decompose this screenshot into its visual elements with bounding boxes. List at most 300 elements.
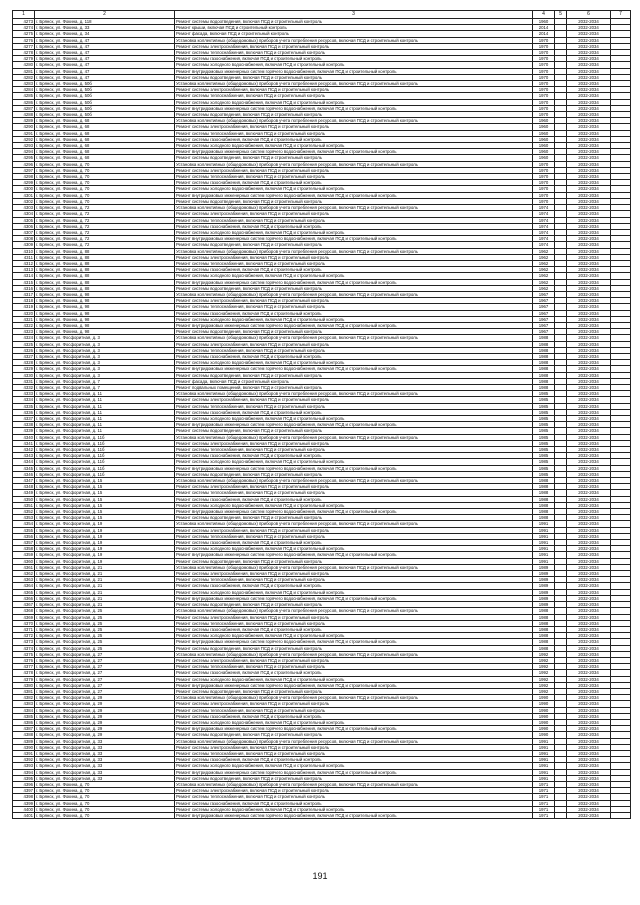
work-type-cell: Ремонт системы теплоснабжения, включая ПСД и строительный контроль bbox=[175, 750, 533, 756]
row-number-cell: 4337 bbox=[13, 416, 35, 422]
work-type-cell: Ремонт системы водоотведения, включая ПСД и строительный контроль bbox=[175, 515, 533, 521]
work-type-cell: Установка коллективных (общедомовых) приборов учета потребления ресурсов, включая ПСД и строительный контроль bbox=[175, 738, 533, 744]
row-number-cell: 4299 bbox=[13, 180, 35, 186]
address-cell: г. Брянск, ул. Фокина, д. 88 bbox=[35, 285, 175, 291]
period-cell: 2032-2034 bbox=[567, 353, 611, 359]
year-cell: 1988 bbox=[533, 384, 555, 390]
work-type-cell: Ремонт системы электроснабжения, включая ПСД и строительный контроль bbox=[175, 788, 533, 794]
row-number-cell: 4339 bbox=[13, 428, 35, 434]
row-number-cell: 4279 bbox=[13, 56, 35, 62]
address-cell: г. Брянск, ул. Фосфоритная, д. 15 bbox=[35, 515, 175, 521]
year-cell: 1962 bbox=[533, 273, 555, 279]
row-number-cell: 4316 bbox=[13, 285, 35, 291]
address-cell: г. Брянск, ул. Фокина, д. 33 bbox=[35, 25, 175, 31]
period-cell: 2032-2034 bbox=[567, 316, 611, 322]
period-cell: 2032-2034 bbox=[567, 360, 611, 366]
row-number-cell: 4347 bbox=[13, 478, 35, 484]
work-type-cell: Ремонт системы газоснабжения, включая ПСД и строительный контроль bbox=[175, 757, 533, 763]
work-type-cell: Ремонт системы электроснабжения, включая ПСД и строительный контроль bbox=[175, 87, 533, 93]
year-cell: 1991 bbox=[533, 558, 555, 564]
period-cell: 2032-2034 bbox=[567, 31, 611, 37]
period-cell: 2032-2034 bbox=[567, 149, 611, 155]
work-type-cell: Ремонт системы водоотведения, включая ПСД и строительный контроль bbox=[175, 732, 533, 738]
work-type-cell: Ремонт системы электроснабжения, включая ПСД и строительный контроль bbox=[175, 124, 533, 130]
row-number-cell: 4340 bbox=[13, 434, 35, 440]
year-cell: 1992 bbox=[533, 670, 555, 676]
row-number-cell: 4276 bbox=[13, 37, 35, 43]
year-cell: 1967 bbox=[533, 329, 555, 335]
period-cell: 2032-2034 bbox=[567, 589, 611, 595]
period-cell: 2032-2034 bbox=[567, 118, 611, 124]
row-number-cell: 4301 bbox=[13, 192, 35, 198]
year-cell: 1988 bbox=[533, 353, 555, 359]
period-cell: 2032-2034 bbox=[567, 397, 611, 403]
row-number-cell: 4319 bbox=[13, 304, 35, 310]
year-cell: 1985 bbox=[533, 428, 555, 434]
period-cell: 2032-2034 bbox=[567, 453, 611, 459]
work-type-cell: Установка коллективных (общедомовых) приборов учета потребления ресурсов, включая ПСД и строительный контроль bbox=[175, 521, 533, 527]
year-cell: 1988 bbox=[533, 515, 555, 521]
row-number-cell: 4312 bbox=[13, 260, 35, 266]
address-cell: г. Брянск, ул. Фосфоритная, д. 3 bbox=[35, 341, 175, 347]
year-cell: 1967 bbox=[533, 322, 555, 328]
period-cell: 2032-2034 bbox=[567, 254, 611, 260]
row-number-cell: 4274 bbox=[13, 25, 35, 31]
row-number-cell: 4288 bbox=[13, 112, 35, 118]
period-cell: 2032-2034 bbox=[567, 161, 611, 167]
register-sheet bbox=[12, 10, 630, 819]
address-cell: г. Брянск, ул. Фокина, д. 70 bbox=[35, 186, 175, 192]
period-cell: 2032-2034 bbox=[567, 726, 611, 732]
row-number-cell: 4368 bbox=[13, 608, 35, 614]
work-type-cell: Ремонт системы электроснабжения, включая ПСД и строительный контроль bbox=[175, 701, 533, 707]
year-cell: 1990 bbox=[533, 695, 555, 701]
period-cell: 2032-2034 bbox=[567, 273, 611, 279]
row-number-cell: 4313 bbox=[13, 267, 35, 273]
work-type-cell: Ремонт внутридомовых инженерных систем горячего водоснабжения, включая ПСД и строительный контроль bbox=[175, 149, 533, 155]
work-type-cell: Установка коллективных (общедомовых) приборов учета потребления ресурсов, включая ПСД и строительный контроль bbox=[175, 335, 533, 341]
row-number-cell: 4278 bbox=[13, 50, 35, 56]
period-cell: 2032-2034 bbox=[567, 285, 611, 291]
year-cell: 1985 bbox=[533, 440, 555, 446]
address-cell: г. Брянск, ул. Фокина, д. 34 bbox=[35, 31, 175, 37]
year-cell: 1960 bbox=[533, 124, 555, 130]
work-type-cell: Ремонт системы водоотведения, включая ПСД и строительный контроль bbox=[175, 198, 533, 204]
address-cell: г. Брянск, ул. Фосфоритная, д. 27 bbox=[35, 670, 175, 676]
address-cell: г. Брянск, ул. Фосфоритная, д. 21 bbox=[35, 595, 175, 601]
year-cell: 1988 bbox=[533, 372, 555, 378]
period-cell: 2032-2034 bbox=[567, 713, 611, 719]
year-cell: 1992 bbox=[533, 688, 555, 694]
year-cell: 1970 bbox=[533, 68, 555, 74]
table-body bbox=[13, 19, 631, 819]
year-cell: 1970 bbox=[533, 50, 555, 56]
header-cell: 5 bbox=[555, 11, 567, 19]
year-cell: 1992 bbox=[533, 657, 555, 663]
row-number-cell: 4369 bbox=[13, 614, 35, 620]
period-cell: 2032-2034 bbox=[567, 229, 611, 235]
work-type-cell: Ремонт системы газоснабжения, включая ПСД и строительный контроль bbox=[175, 56, 533, 62]
period-cell: 2032-2034 bbox=[567, 484, 611, 490]
address-cell: г. Брянск, ул. Фосфоритная, д. 25 bbox=[35, 639, 175, 645]
work-type-cell: Ремонт системы холодного водоснабжения, включая ПСД и строительный контроль bbox=[175, 546, 533, 552]
address-cell: г. Брянск, ул. Фокина, д. 70 bbox=[35, 813, 175, 819]
work-type-cell: Ремонт системы холодного водоснабжения, включая ПСД и строительный контроль bbox=[175, 360, 533, 366]
address-cell: г. Брянск, ул. Фосфоритная, д. 11б bbox=[35, 459, 175, 465]
row-number-cell: 4351 bbox=[13, 502, 35, 508]
work-type-cell: Установка коллективных (общедомовых) приборов учета потребления ресурсов, включая ПСД и строительный контроль bbox=[175, 651, 533, 657]
header-row bbox=[13, 11, 631, 19]
address-cell: г. Брянск, ул. Фосфоритная, д. 3 bbox=[35, 366, 175, 372]
header-cell: 2 bbox=[35, 11, 175, 19]
work-type-cell: Ремонт системы газоснабжения, включая ПСД и строительный контроль bbox=[175, 670, 533, 676]
address-cell: г. Брянск, ул. Фосфоритная, д. 19 bbox=[35, 527, 175, 533]
row-number-cell: 4323 bbox=[13, 329, 35, 335]
row-number-cell: 4367 bbox=[13, 602, 35, 608]
work-type-cell: Ремонт системы газоснабжения, включая ПСД и строительный контроль bbox=[175, 223, 533, 229]
address-cell: г. Брянск, ул. Фосфоритная, д. 33 bbox=[35, 757, 175, 763]
row-number-cell: 4330 bbox=[13, 372, 35, 378]
period-cell: 2032-2034 bbox=[567, 422, 611, 428]
work-type-cell: Ремонт системы электроснабжения, включая ПСД и строительный контроль bbox=[175, 211, 533, 217]
row-number-cell: 4357 bbox=[13, 540, 35, 546]
address-cell: г. Брянск, ул. Фокина, д. 50б bbox=[35, 93, 175, 99]
address-cell: г. Брянск, ул. Фокина, д. 98 bbox=[35, 322, 175, 328]
address-cell: г. Брянск, ул. Фосфоритная, д. 11 bbox=[35, 428, 175, 434]
year-cell: 1974 bbox=[533, 223, 555, 229]
work-type-cell: Ремонт системы газоснабжения, включая ПСД и строительный контроль bbox=[175, 180, 533, 186]
row-number-cell: 4284 bbox=[13, 87, 35, 93]
year-cell: 1971 bbox=[533, 788, 555, 794]
work-type-cell: Ремонт системы электроснабжения, включая ПСД и строительный контроль bbox=[175, 614, 533, 620]
year-cell: 1962 bbox=[533, 285, 555, 291]
header-cell: 3 bbox=[175, 11, 533, 19]
period-cell: 2032-2034 bbox=[567, 260, 611, 266]
address-cell: г. Брянск, ул. Фосфоритная, д. 21 bbox=[35, 583, 175, 589]
address-cell: г. Брянск, ул. Фосфоритная, д. 19 bbox=[35, 558, 175, 564]
address-cell: г. Брянск, ул. Фокина, д. 47 bbox=[35, 43, 175, 49]
period-cell: 2032-2034 bbox=[567, 781, 611, 787]
row-number-cell: 4388 bbox=[13, 732, 35, 738]
col5-cell bbox=[555, 813, 567, 819]
row-number-cell: 4310 bbox=[13, 248, 35, 254]
row-number-cell: 4354 bbox=[13, 521, 35, 527]
work-type-cell: Ремонт системы электроснабжения, включая ПСД и строительный контроль bbox=[175, 397, 533, 403]
work-type-cell: Ремонт системы холодного водоснабжения, включая ПСД и строительный контроль bbox=[175, 316, 533, 322]
period-cell: 2032-2034 bbox=[567, 279, 611, 285]
row-number-cell: 4286 bbox=[13, 99, 35, 105]
year-cell: 1974 bbox=[533, 229, 555, 235]
row-number-cell: 4331 bbox=[13, 378, 35, 384]
period-cell: 2032-2034 bbox=[567, 68, 611, 74]
year-cell: 1970 bbox=[533, 192, 555, 198]
year-cell: 1988 bbox=[533, 496, 555, 502]
work-type-cell: Ремонт системы электроснабжения, включая ПСД и строительный контроль bbox=[175, 298, 533, 304]
col7-cell bbox=[611, 813, 631, 819]
address-cell: г. Брянск, ул. Фокина, д. 98 bbox=[35, 310, 175, 316]
work-type-cell: Ремонт системы электроснабжения, включая ПСД и строительный контроль bbox=[175, 527, 533, 533]
work-type-cell: Ремонт системы газоснабжения, включая ПСД и строительный контроль bbox=[175, 713, 533, 719]
period-cell: 2032-2034 bbox=[567, 521, 611, 527]
row-number-cell: 4333 bbox=[13, 391, 35, 397]
address-cell: г. Брянск, ул. Фосфоритная, д. 25 bbox=[35, 626, 175, 632]
row-number-cell: 4364 bbox=[13, 583, 35, 589]
year-cell: 1991 bbox=[533, 533, 555, 539]
year-cell: 1985 bbox=[533, 434, 555, 440]
period-cell: 2032-2034 bbox=[567, 223, 611, 229]
period-cell: 2032-2034 bbox=[567, 744, 611, 750]
year-cell: 1990 bbox=[533, 707, 555, 713]
address-cell: г. Брянск, ул. Фосфоритная, д. 11б bbox=[35, 453, 175, 459]
address-cell: г. Брянск, ул. Фосфоритная, д. 15 bbox=[35, 502, 175, 508]
row-number-cell: 4328 bbox=[13, 360, 35, 366]
year-cell: 1962 bbox=[533, 248, 555, 254]
address-cell: г. Брянск, ул. Фосфоритная, д. 3 bbox=[35, 335, 175, 341]
address-cell: г. Брянск, ул. Фосфоритная, д. 19 bbox=[35, 540, 175, 546]
period-cell: 2032-2034 bbox=[567, 614, 611, 620]
year-cell: 1967 bbox=[533, 316, 555, 322]
address-cell: г. Брянск, ул. Фокина, д. 68 bbox=[35, 130, 175, 136]
work-type-cell: Ремонт внутридомовых инженерных систем горячего водоснабжения, включая ПСД и строительный контроль bbox=[175, 422, 533, 428]
year-cell: 1970 bbox=[533, 174, 555, 180]
address-cell: г. Брянск, ул. Фокина, д. 50б bbox=[35, 112, 175, 118]
year-cell: 1970 bbox=[533, 161, 555, 167]
work-type-cell: Ремонт системы газоснабжения, включая ПСД и строительный контроль bbox=[175, 267, 533, 273]
period-cell: 2032-2034 bbox=[567, 74, 611, 80]
period-cell: 2032-2034 bbox=[567, 248, 611, 254]
row-number-cell: 4393 bbox=[13, 763, 35, 769]
row-number-cell: 4371 bbox=[13, 626, 35, 632]
period-cell: 2032-2034 bbox=[567, 695, 611, 701]
work-type-cell: Ремонт системы холодного водоснабжения, включая ПСД и строительный контроль bbox=[175, 416, 533, 422]
address-cell: г. Брянск, ул. Фокина, д. 72 bbox=[35, 242, 175, 248]
row-number-cell: 4344 bbox=[13, 459, 35, 465]
address-cell: г. Брянск, ул. Фокина, д. 98 bbox=[35, 298, 175, 304]
row-number-cell: 4281 bbox=[13, 68, 35, 74]
period-cell: 2032-2034 bbox=[567, 750, 611, 756]
period-cell: 2032-2034 bbox=[567, 167, 611, 173]
address-cell: г. Брянск, ул. Фосфоритная, д. 11б bbox=[35, 434, 175, 440]
work-type-cell: Ремонт системы теплоснабжения, включая ПСД и строительный контроль bbox=[175, 304, 533, 310]
row-number-cell: 4338 bbox=[13, 422, 35, 428]
address-cell: г. Брянск, ул. Фосфоритная, д. 15 bbox=[35, 490, 175, 496]
row-number-cell: 4322 bbox=[13, 322, 35, 328]
year-cell: 1970 bbox=[533, 62, 555, 68]
work-type-cell: Ремонт внутридомовых инженерных систем горячего водоснабжения, включая ПСД и строительный контроль bbox=[175, 813, 533, 819]
period-cell: 2032-2034 bbox=[567, 112, 611, 118]
row-number-cell: 4374 bbox=[13, 645, 35, 651]
year-cell: 1988 bbox=[533, 620, 555, 626]
period-cell: 2032-2034 bbox=[567, 738, 611, 744]
row-number-cell: 4277 bbox=[13, 43, 35, 49]
year-cell: 1971 bbox=[533, 800, 555, 806]
work-type-cell: Ремонт системы теплоснабжения, включая ПСД и строительный контроль bbox=[175, 533, 533, 539]
period-cell: 2032-2034 bbox=[567, 657, 611, 663]
address-cell: г. Брянск, ул. Фосфоритная, д. 21 bbox=[35, 571, 175, 577]
row-number-cell: 4306 bbox=[13, 223, 35, 229]
work-type-cell: Ремонт системы водоотведения, включая ПСД и строительный контроль bbox=[175, 242, 533, 248]
address-cell: г. Брянск, ул. Фосфоритная, д. 15 bbox=[35, 478, 175, 484]
period-cell: 2032-2034 bbox=[567, 788, 611, 794]
work-type-cell: Ремонт системы водоотведения, включая ПСД и строительный контроль bbox=[175, 285, 533, 291]
work-type-cell: Ремонт системы холодного водоснабжения, включая ПСД и строительный контроль bbox=[175, 806, 533, 812]
year-cell: 1985 bbox=[533, 465, 555, 471]
address-cell: г. Брянск, ул. Фосфоритная, д. 11б bbox=[35, 440, 175, 446]
work-type-cell: Ремонт системы электроснабжения, включая ПСД и строительный контроль bbox=[175, 484, 533, 490]
year-cell: 1985 bbox=[533, 422, 555, 428]
year-cell: 1988 bbox=[533, 378, 555, 384]
row-number-cell: 4399 bbox=[13, 800, 35, 806]
address-cell: г. Брянск, ул. Фосфоритная, д. 33 bbox=[35, 744, 175, 750]
work-type-cell: Установка коллективных (общедомовых) приборов учета потребления ресурсов, включая ПСД и строительный контроль bbox=[175, 478, 533, 484]
work-type-cell: Ремонт системы холодного водоснабжения, включая ПСД и строительный контроль bbox=[175, 62, 533, 68]
address-cell: г. Брянск, ул. Фокина, д. 47 bbox=[35, 56, 175, 62]
period-cell: 2032-2034 bbox=[567, 130, 611, 136]
work-type-cell: Ремонт системы холодного водоснабжения, включая ПСД и строительный контроль bbox=[175, 719, 533, 725]
year-cell: 1970 bbox=[533, 105, 555, 111]
address-cell: г. Брянск, ул. Фокина, д. 72 bbox=[35, 236, 175, 242]
work-type-cell: Установка коллективных (общедомовых) приборов учета потребления ресурсов, включая ПСД и строительный контроль bbox=[175, 781, 533, 787]
work-type-cell: Ремонт системы водоотведения, включая ПСД и строительный контроль bbox=[175, 471, 533, 477]
work-type-cell: Ремонт системы газоснабжения, включая ПСД и строительный контроль bbox=[175, 409, 533, 415]
row-number-cell: 4335 bbox=[13, 403, 35, 409]
period-cell: 2032-2034 bbox=[567, 645, 611, 651]
year-cell: 1988 bbox=[533, 639, 555, 645]
row-number-cell: 4287 bbox=[13, 105, 35, 111]
work-type-cell: Установка коллективных (общедомовых) приборов учета потребления ресурсов, включая ПСД и строительный контроль bbox=[175, 564, 533, 570]
address-cell: г. Брянск, ул. Фокина, д. 68 bbox=[35, 118, 175, 124]
year-cell: 1991 bbox=[533, 527, 555, 533]
row-number-cell: 4362 bbox=[13, 571, 35, 577]
row-number-cell: 4298 bbox=[13, 174, 35, 180]
year-cell: 1960 bbox=[533, 149, 555, 155]
period-cell: 2032-2034 bbox=[567, 552, 611, 558]
period-cell: 2032-2034 bbox=[567, 322, 611, 328]
work-type-cell: Ремонт системы электроснабжения, включая ПСД и строительный контроль bbox=[175, 571, 533, 577]
period-cell: 2032-2034 bbox=[567, 378, 611, 384]
work-type-cell: Ремонт системы газоснабжения, включая ПСД и строительный контроль bbox=[175, 583, 533, 589]
period-cell: 2032-2034 bbox=[567, 50, 611, 56]
work-type-cell: Ремонт системы теплоснабжения, включая ПСД и строительный контроль bbox=[175, 490, 533, 496]
address-cell: г. Брянск, ул. Фосфоритная, д. 15 bbox=[35, 496, 175, 502]
row-number-cell: 4290 bbox=[13, 124, 35, 130]
work-type-cell: Ремонт системы газоснабжения, включая ПСД и строительный контроль bbox=[175, 353, 533, 359]
address-cell: г. Брянск, ул. Фокина, д. 98 bbox=[35, 316, 175, 322]
year-cell: 1971 bbox=[533, 813, 555, 819]
year-cell: 1988 bbox=[533, 335, 555, 341]
period-cell: 2032-2034 bbox=[567, 502, 611, 508]
work-type-cell: Ремонт внутридомовых инженерных систем горячего водоснабжения, включая ПСД и строительный контроль bbox=[175, 769, 533, 775]
year-cell: 1992 bbox=[533, 651, 555, 657]
work-type-cell: Ремонт внутридомовых инженерных систем горячего водоснабжения, включая ПСД и строительный контроль bbox=[175, 552, 533, 558]
year-cell: 1991 bbox=[533, 757, 555, 763]
work-type-cell: Ремонт системы теплоснабжения, включая ПСД и строительный контроль bbox=[175, 217, 533, 223]
row-number-cell: 4366 bbox=[13, 595, 35, 601]
year-cell: 1985 bbox=[533, 453, 555, 459]
address-cell: г. Брянск, ул. Фосфоритная, д. 25 bbox=[35, 608, 175, 614]
year-cell: 1960 bbox=[533, 155, 555, 161]
year-cell: 1989 bbox=[533, 564, 555, 570]
row-number-cell: 4315 bbox=[13, 279, 35, 285]
year-cell: 1970 bbox=[533, 99, 555, 105]
period-cell: 2032-2034 bbox=[567, 217, 611, 223]
work-type-cell: Ремонт системы электроснабжения, включая ПСД и строительный контроль bbox=[175, 43, 533, 49]
address-cell: г. Брянск, ул. Фосфоритная, д. 29 bbox=[35, 701, 175, 707]
year-cell: 1970 bbox=[533, 43, 555, 49]
year-cell: 1970 bbox=[533, 180, 555, 186]
address-cell: г. Брянск, ул. Фосфоритная, д. 33 bbox=[35, 769, 175, 775]
year-cell: 1970 bbox=[533, 74, 555, 80]
address-cell: г. Брянск, ул. Фосфоритная, д. 29 bbox=[35, 707, 175, 713]
period-cell: 2032-2034 bbox=[567, 347, 611, 353]
address-cell: г. Брянск, ул. Фосфоритная, д. 27 bbox=[35, 682, 175, 688]
year-cell: 1985 bbox=[533, 459, 555, 465]
period-cell: 2032-2034 bbox=[567, 490, 611, 496]
row-number-cell: 4317 bbox=[13, 291, 35, 297]
period-cell: 2032-2034 bbox=[567, 633, 611, 639]
row-number-cell: 4355 bbox=[13, 527, 35, 533]
address-cell: г. Брянск, ул. Фосфоритная, д. 11 bbox=[35, 391, 175, 397]
period-cell: 2032-2034 bbox=[567, 391, 611, 397]
row-number-cell: 4296 bbox=[13, 161, 35, 167]
work-type-cell: Ремонт системы водоотведения, включая ПСД и строительный контроль bbox=[175, 602, 533, 608]
year-cell: 1988 bbox=[533, 502, 555, 508]
year-cell: 1962 bbox=[533, 267, 555, 273]
address-cell: г. Брянск, ул. Фокина, д. 70 bbox=[35, 174, 175, 180]
row-number-cell: 4273 bbox=[13, 19, 35, 25]
address-cell: г. Брянск, ул. Фосфоритная, д. 7 bbox=[35, 384, 175, 390]
work-type-cell: Установка коллективных (общедомовых) приборов учета потребления ресурсов, включая ПСД и строительный контроль bbox=[175, 205, 533, 211]
work-type-cell: Ремонт системы теплоснабжения, включая ПСД и строительный контроль bbox=[175, 93, 533, 99]
address-cell: г. Брянск, ул. Фосфоритная, д. 7 bbox=[35, 378, 175, 384]
row-number-cell: 4387 bbox=[13, 726, 35, 732]
period-cell: 2032-2034 bbox=[567, 583, 611, 589]
row-number-cell: 4291 bbox=[13, 130, 35, 136]
year-cell: 1988 bbox=[533, 490, 555, 496]
work-type-cell: Установка коллективных (общедомовых) приборов учета потребления ресурсов, включая ПСД и строительный контроль bbox=[175, 248, 533, 254]
year-cell: 1960 bbox=[533, 143, 555, 149]
work-type-cell: Ремонт системы водоотведения, включая ПСД и строительный контроль bbox=[175, 329, 533, 335]
period-cell: 2032-2034 bbox=[567, 478, 611, 484]
work-type-cell: Ремонт системы холодного водоснабжения, включая ПСД и строительный контроль bbox=[175, 186, 533, 192]
period-cell: 2032-2034 bbox=[567, 447, 611, 453]
work-type-cell: Ремонт системы теплоснабжения, включая ПСД и строительный контроль bbox=[175, 620, 533, 626]
year-cell: 1990 bbox=[533, 713, 555, 719]
address-cell: г. Брянск, ул. Фосфоритная, д. 29 bbox=[35, 726, 175, 732]
row-number-cell: 4275 bbox=[13, 31, 35, 37]
row-number-cell: 4329 bbox=[13, 366, 35, 372]
address-cell: г. Брянск, ул. Фосфоритная, д. 3 bbox=[35, 360, 175, 366]
address-cell: г. Брянск, ул. Фокина, д. 98 bbox=[35, 304, 175, 310]
work-type-cell: Ремонт системы газоснабжения, включая ПСД и строительный контроль bbox=[175, 310, 533, 316]
work-type-cell: Ремонт системы холодного водоснабжения, включая ПСД и строительный контроль bbox=[175, 502, 533, 508]
row-number-cell: 4318 bbox=[13, 298, 35, 304]
work-type-cell: Ремонт системы теплоснабжения, включая ПСД и строительный контроль bbox=[175, 707, 533, 713]
year-cell: 1971 bbox=[533, 794, 555, 800]
work-type-cell: Ремонт внутридомовых инженерных систем горячего водоснабжения, включая ПСД и строительный контроль bbox=[175, 366, 533, 372]
period-cell: 2032-2034 bbox=[567, 670, 611, 676]
row-number-cell: 4380 bbox=[13, 682, 35, 688]
period-cell: 2032-2034 bbox=[567, 682, 611, 688]
work-type-cell: Ремонт внутридомовых инженерных систем горячего водоснабжения, включая ПСД и строительный контроль bbox=[175, 236, 533, 242]
year-cell: 1970 bbox=[533, 186, 555, 192]
year-cell: 1974 bbox=[533, 217, 555, 223]
period-cell: 2032-2034 bbox=[567, 136, 611, 142]
year-cell: 1991 bbox=[533, 750, 555, 756]
row-number-cell: 4289 bbox=[13, 118, 35, 124]
period-cell: 2032-2034 bbox=[567, 81, 611, 87]
row-number-cell: 4376 bbox=[13, 657, 35, 663]
